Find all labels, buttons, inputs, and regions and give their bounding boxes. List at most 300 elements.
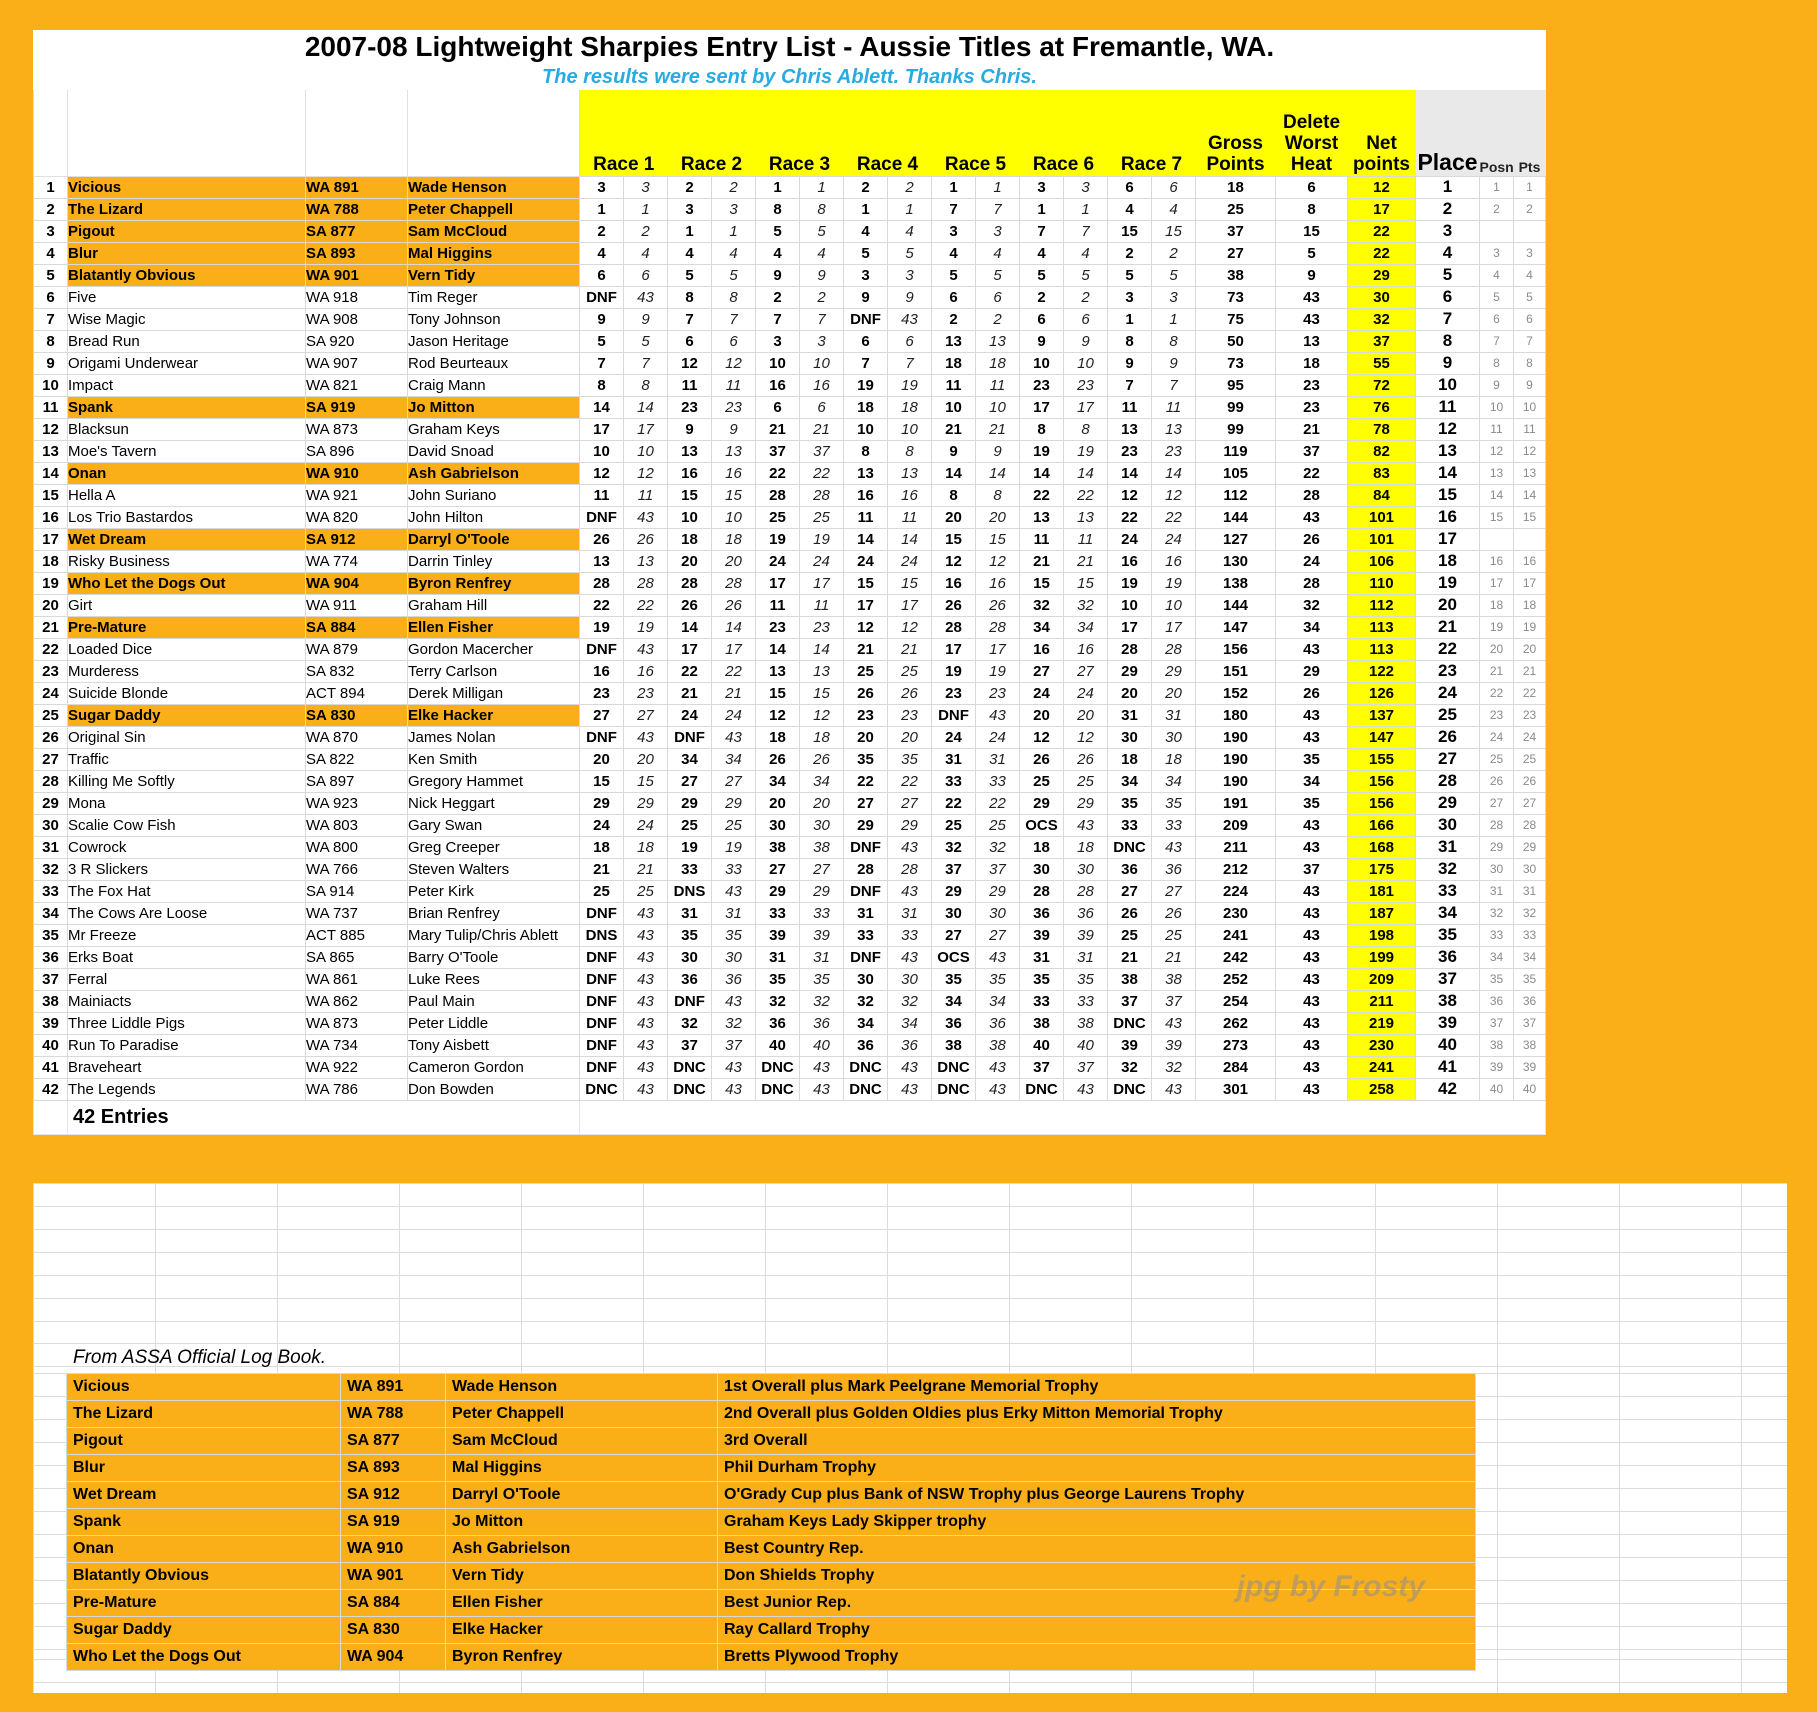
race-5-points-cell: 37 — [976, 858, 1020, 880]
race-2-points-cell: 37 — [712, 1034, 756, 1056]
boat-name-cell: Murderess — [68, 660, 306, 682]
sail-number-cell: WA 820 — [306, 506, 408, 528]
race-5-points-cell: 35 — [976, 968, 1020, 990]
entry-row — [34, 770, 1546, 792]
entry-number-cell: 41 — [34, 1056, 68, 1078]
place-cell: 15 — [1416, 484, 1480, 506]
race-4-points-cell: 10 — [888, 418, 932, 440]
race-1-points-cell: 43 — [624, 638, 668, 660]
gross-points-cell: 212 — [1196, 858, 1276, 880]
race-4-result-cell: 19 — [844, 374, 888, 396]
race-3-result-cell: 23 — [756, 616, 800, 638]
race-1-points-cell: 16 — [624, 660, 668, 682]
race-7-result-cell: 12 — [1108, 484, 1152, 506]
race-6-points-cell: 34 — [1064, 616, 1108, 638]
race-2-points-cell: 3 — [712, 198, 756, 220]
entry-number-cell: 10 — [34, 374, 68, 396]
race-5-result-cell: 32 — [932, 836, 976, 858]
delete-worst-cell: 9 — [1276, 264, 1348, 286]
race-6-result-cell: 18 — [1020, 836, 1064, 858]
race-5-points-cell: 28 — [976, 616, 1020, 638]
race-4-result-cell: 22 — [844, 770, 888, 792]
race-3-result-cell: 15 — [756, 682, 800, 704]
race-2-result-cell: 1 — [668, 220, 712, 242]
race-1-points-cell: 21 — [624, 858, 668, 880]
race-6-points-cell: 38 — [1064, 1012, 1108, 1034]
delete-worst-cell: 37 — [1276, 440, 1348, 462]
posn-cell: 15 — [1480, 506, 1514, 528]
race-6-result-cell: 22 — [1020, 484, 1064, 506]
pts-cell: 39 — [1514, 1056, 1546, 1078]
race-4-points-cell: 6 — [888, 330, 932, 352]
gross-points-cell: 18 — [1196, 176, 1276, 198]
race-4-result-cell: 9 — [844, 286, 888, 308]
delete-worst-cell: 35 — [1276, 748, 1348, 770]
race-6-result-cell: 34 — [1020, 616, 1064, 638]
race-2-points-cell: 26 — [712, 594, 756, 616]
race-1-result-cell: DNF — [580, 286, 624, 308]
race-3-points-cell: 14 — [800, 638, 844, 660]
race-4-points-cell: 34 — [888, 1012, 932, 1034]
race-7-result-cell: 16 — [1108, 550, 1152, 572]
trophy-award-cell: Best Country Rep. — [718, 1535, 1476, 1562]
sail-number-cell: ACT 885 — [306, 924, 408, 946]
race-2-result-cell: 33 — [668, 858, 712, 880]
race-2-points-cell: 22 — [712, 660, 756, 682]
race-4-result-cell: DNF — [844, 946, 888, 968]
net-points-cell: 156 — [1348, 792, 1416, 814]
race-2-result-cell: DNF — [668, 990, 712, 1012]
race-5-result-cell: 20 — [932, 506, 976, 528]
net-points-cell: 181 — [1348, 880, 1416, 902]
race-6-points-cell: 28 — [1064, 880, 1108, 902]
entry-row — [34, 902, 1546, 924]
pts-cell: 4 — [1514, 264, 1546, 286]
race-2-points-cell: 23 — [712, 396, 756, 418]
boat-name-cell: Ferral — [68, 968, 306, 990]
skipper-name-cell: Gordon Macercher — [408, 638, 580, 660]
gross-points-cell: 273 — [1196, 1034, 1276, 1056]
gross-points-cell: 191 — [1196, 792, 1276, 814]
sail-number-cell: SA 920 — [306, 330, 408, 352]
pts-cell: 3 — [1514, 242, 1546, 264]
race-1-points-cell: 43 — [624, 990, 668, 1012]
skipper-name-cell: John Hilton — [408, 506, 580, 528]
race-7-points-cell: 43 — [1152, 1012, 1196, 1034]
entry-number-cell: 40 — [34, 1034, 68, 1056]
race-6-result-cell: 40 — [1020, 1034, 1064, 1056]
race-4-result-cell: 29 — [844, 814, 888, 836]
entry-row — [34, 286, 1546, 308]
race-5-points-cell: 36 — [976, 1012, 1020, 1034]
race-2-result-cell: 6 — [668, 330, 712, 352]
place-cell: 25 — [1416, 704, 1480, 726]
pts-cell: 26 — [1514, 770, 1546, 792]
race-3-points-cell: 6 — [800, 396, 844, 418]
race-4-result-cell: 15 — [844, 572, 888, 594]
race-1-points-cell: 12 — [624, 462, 668, 484]
race-5-result-cell: 4 — [932, 242, 976, 264]
entry-row — [34, 418, 1546, 440]
pts-cell: 31 — [1514, 880, 1546, 902]
race-3-result-cell: 3 — [756, 330, 800, 352]
pts-cell: 29 — [1514, 836, 1546, 858]
place-cell: 3 — [1416, 220, 1480, 242]
posn-cell: 18 — [1480, 594, 1514, 616]
race-3-result-cell: 11 — [756, 594, 800, 616]
race-6-points-cell: 16 — [1064, 638, 1108, 660]
race-7-result-cell: 36 — [1108, 858, 1152, 880]
race-2-points-cell: 1 — [712, 220, 756, 242]
race-5-points-cell: 4 — [976, 242, 1020, 264]
entry-row — [34, 616, 1546, 638]
race-5-points-cell: 12 — [976, 550, 1020, 572]
race-1-result-cell: DNF — [580, 726, 624, 748]
race-1-points-cell: 22 — [624, 594, 668, 616]
race-3-points-cell: 37 — [800, 440, 844, 462]
race-4-result-cell: 10 — [844, 418, 888, 440]
gross-points-cell: 190 — [1196, 748, 1276, 770]
pts-cell: 25 — [1514, 748, 1546, 770]
posn-cell: 38 — [1480, 1034, 1514, 1056]
race-6-points-cell: 15 — [1064, 572, 1108, 594]
delete-worst-cell: 21 — [1276, 418, 1348, 440]
race-3-points-cell: 8 — [800, 198, 844, 220]
race-5-points-cell: 24 — [976, 726, 1020, 748]
boat-name-cell: Scalie Cow Fish — [68, 814, 306, 836]
race-6-points-cell: 2 — [1064, 286, 1108, 308]
race-5-result-cell: 38 — [932, 1034, 976, 1056]
trophy-sail-cell: WA 788 — [341, 1400, 446, 1427]
race-3-points-cell: 16 — [800, 374, 844, 396]
race-4-points-cell: 22 — [888, 770, 932, 792]
place-cell: 12 — [1416, 418, 1480, 440]
posn-cell: 10 — [1480, 396, 1514, 418]
sail-number-cell: ACT 894 — [306, 682, 408, 704]
race-3-points-cell: 43 — [800, 1078, 844, 1100]
race-3-result-cell: 22 — [756, 462, 800, 484]
race-1-result-cell: 29 — [580, 792, 624, 814]
place-cell: 38 — [1416, 990, 1480, 1012]
race-6-result-cell: 38 — [1020, 1012, 1064, 1034]
race-5-result-cell: 14 — [932, 462, 976, 484]
skipper-name-cell: Wade Henson — [408, 176, 580, 198]
entry-row — [34, 506, 1546, 528]
entry-row — [34, 528, 1546, 550]
race-7-points-cell: 25 — [1152, 924, 1196, 946]
race-1-result-cell: 21 — [580, 858, 624, 880]
race-1-points-cell: 43 — [624, 1078, 668, 1100]
skipper-name-cell: Luke Rees — [408, 968, 580, 990]
race-5-points-cell: 16 — [976, 572, 1020, 594]
race-4-points-cell: 2 — [888, 176, 932, 198]
race-2-result-cell: 5 — [668, 264, 712, 286]
race-2-points-cell: 28 — [712, 572, 756, 594]
trophy-boat-cell: Onan — [67, 1535, 341, 1562]
boat-name-cell: Pigout — [68, 220, 306, 242]
skipper-name-cell: Mary Tulip/Chris Ablett — [408, 924, 580, 946]
race-6-result-cell: 2 — [1020, 286, 1064, 308]
race-7-result-cell: 26 — [1108, 902, 1152, 924]
watermark: jpg by Frosty — [1236, 1569, 1425, 1603]
race-2-points-cell: 31 — [712, 902, 756, 924]
race-6-points-cell: 43 — [1064, 814, 1108, 836]
entry-row — [34, 1012, 1546, 1034]
race-2-points-cell: 14 — [712, 616, 756, 638]
race-3-result-cell: 18 — [756, 726, 800, 748]
posn-cell — [1480, 220, 1514, 242]
race-2-points-cell: 4 — [712, 242, 756, 264]
race-2-points-cell: 30 — [712, 946, 756, 968]
entry-number-cell: 37 — [34, 968, 68, 990]
skipper-name-cell: Paul Main — [408, 990, 580, 1012]
entry-number-cell: 31 — [34, 836, 68, 858]
pts-cell: 10 — [1514, 396, 1546, 418]
entry-number-cell: 32 — [34, 858, 68, 880]
place-cell: 21 — [1416, 616, 1480, 638]
race-4-result-cell: 14 — [844, 528, 888, 550]
race-5-result-cell: 11 — [932, 374, 976, 396]
gross-points-cell: 147 — [1196, 616, 1276, 638]
trophy-award-cell: O'Grady Cup plus Bank of NSW Trophy plus George Laurens Trophy — [718, 1481, 1476, 1508]
entry-number-cell: 17 — [34, 528, 68, 550]
race-7-points-cell: 23 — [1152, 440, 1196, 462]
gross-points-cell: 252 — [1196, 968, 1276, 990]
race-7-result-cell: 17 — [1108, 616, 1152, 638]
separator-band — [33, 1135, 1787, 1183]
race-7-result-cell: 34 — [1108, 770, 1152, 792]
race-3-points-cell: 22 — [800, 462, 844, 484]
boat-name-cell: Bread Run — [68, 330, 306, 352]
race-4-result-cell: 33 — [844, 924, 888, 946]
race-5-result-cell: DNF — [932, 704, 976, 726]
sail-number-cell: WA 904 — [306, 572, 408, 594]
entry-number-cell: 11 — [34, 396, 68, 418]
race-7-points-cell: 43 — [1152, 836, 1196, 858]
race-7-points-cell: 35 — [1152, 792, 1196, 814]
boat-name-cell: Mona — [68, 792, 306, 814]
race-2-points-cell: 15 — [712, 484, 756, 506]
race-2-result-cell: 7 — [668, 308, 712, 330]
race-4-points-cell: 5 — [888, 242, 932, 264]
gross-points-cell: 112 — [1196, 484, 1276, 506]
delete-worst-cell: 5 — [1276, 242, 1348, 264]
race-1-points-cell: 43 — [624, 286, 668, 308]
delete-worst-cell: 22 — [1276, 462, 1348, 484]
trophy-boat-cell: Blur — [67, 1454, 341, 1481]
entry-number-cell: 4 — [34, 242, 68, 264]
race-2-points-cell: 7 — [712, 308, 756, 330]
net-points-cell: 32 — [1348, 308, 1416, 330]
entry-row — [34, 682, 1546, 704]
delete-worst-cell: 43 — [1276, 726, 1348, 748]
race-6-result-cell: 39 — [1020, 924, 1064, 946]
skipper-name-cell: Greg Creeper — [408, 836, 580, 858]
race-6-result-cell: 24 — [1020, 682, 1064, 704]
entry-row — [34, 396, 1546, 418]
race-3-result-cell: 38 — [756, 836, 800, 858]
race-6-points-cell: 29 — [1064, 792, 1108, 814]
race-4-result-cell: 23 — [844, 704, 888, 726]
place-cell: 34 — [1416, 902, 1480, 924]
race-3-result-cell: 27 — [756, 858, 800, 880]
race-2-result-cell: 10 — [668, 506, 712, 528]
race-4-points-cell: 43 — [888, 880, 932, 902]
race-3-result-cell: 4 — [756, 242, 800, 264]
race-2-points-cell: 11 — [712, 374, 756, 396]
race-2-result-cell: 17 — [668, 638, 712, 660]
race-7-result-cell: 8 — [1108, 330, 1152, 352]
skipper-name-cell: Derek Milligan — [408, 682, 580, 704]
race-3-points-cell: 25 — [800, 506, 844, 528]
race-1-result-cell: 10 — [580, 440, 624, 462]
entry-row — [34, 176, 1546, 198]
race-2-result-cell: 24 — [668, 704, 712, 726]
entry-number-cell: 5 — [34, 264, 68, 286]
entry-number-cell: 1 — [34, 176, 68, 198]
delete-worst-cell: 8 — [1276, 198, 1348, 220]
net-points-cell: 209 — [1348, 968, 1416, 990]
net-points-cell: 78 — [1348, 418, 1416, 440]
race-5-points-cell: 27 — [976, 924, 1020, 946]
boat-name-cell: The Cows Are Loose — [68, 902, 306, 924]
net-points-cell: 147 — [1348, 726, 1416, 748]
pts-cell: 27 — [1514, 792, 1546, 814]
boat-name-cell: Killing Me Softly — [68, 770, 306, 792]
pts-cell: 11 — [1514, 418, 1546, 440]
entry-number-cell: 7 — [34, 308, 68, 330]
entry-row — [34, 748, 1546, 770]
race-3-points-cell: 32 — [800, 990, 844, 1012]
race-3-points-cell: 11 — [800, 594, 844, 616]
sail-number-cell: WA 918 — [306, 286, 408, 308]
gross-points-cell: 209 — [1196, 814, 1276, 836]
race-5-points-cell: 14 — [976, 462, 1020, 484]
race-7-result-cell: 9 — [1108, 352, 1152, 374]
race-4-result-cell: 4 — [844, 220, 888, 242]
place-cell: 24 — [1416, 682, 1480, 704]
boat-name-cell: Blacksun — [68, 418, 306, 440]
net-points-cell: 84 — [1348, 484, 1416, 506]
race-3-result-cell: 6 — [756, 396, 800, 418]
race-7-points-cell: 36 — [1152, 858, 1196, 880]
posn-cell: 6 — [1480, 308, 1514, 330]
place-cell: 9 — [1416, 352, 1480, 374]
entry-number-cell: 13 — [34, 440, 68, 462]
race-1-points-cell: 29 — [624, 792, 668, 814]
sail-number-cell: SA 919 — [306, 396, 408, 418]
race-7-points-cell: 13 — [1152, 418, 1196, 440]
pts-cell: 16 — [1514, 550, 1546, 572]
race-4-result-cell: 5 — [844, 242, 888, 264]
race-1-result-cell: DNF — [580, 1012, 624, 1034]
boat-name-cell: Loaded Dice — [68, 638, 306, 660]
race-6-points-cell: 32 — [1064, 594, 1108, 616]
race-3-points-cell: 39 — [800, 924, 844, 946]
entry-row — [34, 990, 1546, 1012]
race-1-result-cell: DNC — [580, 1078, 624, 1100]
delete-worst-cell: 29 — [1276, 660, 1348, 682]
net-points-cell: 230 — [1348, 1034, 1416, 1056]
race-7-result-cell: 28 — [1108, 638, 1152, 660]
race-5-points-cell: 38 — [976, 1034, 1020, 1056]
boat-name-cell: The Lizard — [68, 198, 306, 220]
gross-points-cell: 25 — [1196, 198, 1276, 220]
race-5-points-cell: 11 — [976, 374, 1020, 396]
place-cell: 37 — [1416, 968, 1480, 990]
gross-points-cell: 127 — [1196, 528, 1276, 550]
race-2-header: Race 2 — [668, 90, 756, 176]
delete-worst-cell: 43 — [1276, 286, 1348, 308]
race-2-result-cell: 16 — [668, 462, 712, 484]
posn-cell: 26 — [1480, 770, 1514, 792]
race-1-points-cell: 43 — [624, 1056, 668, 1078]
race-4-result-cell: 12 — [844, 616, 888, 638]
race-4-points-cell: 36 — [888, 1034, 932, 1056]
sail-number-cell: WA 873 — [306, 418, 408, 440]
race-5-result-cell: 28 — [932, 616, 976, 638]
race-5-points-cell: 5 — [976, 264, 1020, 286]
race-2-points-cell: 43 — [712, 1078, 756, 1100]
pts-cell: 9 — [1514, 374, 1546, 396]
race-4-result-cell: 36 — [844, 1034, 888, 1056]
gross-points-cell: 180 — [1196, 704, 1276, 726]
boat-name-cell: Five — [68, 286, 306, 308]
race-3-result-cell: 32 — [756, 990, 800, 1012]
entry-number-cell: 9 — [34, 352, 68, 374]
log-note: From ASSA Official Log Book. — [73, 1346, 327, 1368]
boat-name-cell: Traffic — [68, 748, 306, 770]
race-5-points-cell: 43 — [976, 704, 1020, 726]
pts-cell: 36 — [1514, 990, 1546, 1012]
race-6-points-cell: 22 — [1064, 484, 1108, 506]
boat-name-cell: Spank — [68, 396, 306, 418]
race-4-points-cell: 20 — [888, 726, 932, 748]
race-7-result-cell: 23 — [1108, 440, 1152, 462]
entry-number-cell: 27 — [34, 748, 68, 770]
pts-cell: 20 — [1514, 638, 1546, 660]
race-4-result-cell: 30 — [844, 968, 888, 990]
race-7-result-cell: 25 — [1108, 924, 1152, 946]
sail-number-cell: WA 911 — [306, 594, 408, 616]
posn-cell: 33 — [1480, 924, 1514, 946]
trophy-row — [67, 1481, 1476, 1508]
boat-name-cell: Erks Boat — [68, 946, 306, 968]
trophy-award-cell: Best Junior Rep. — [718, 1589, 1476, 1616]
race-2-result-cell: 31 — [668, 902, 712, 924]
race-7-result-cell: 2 — [1108, 242, 1152, 264]
trophy-sail-cell: WA 901 — [341, 1562, 446, 1589]
race-4-points-cell: 32 — [888, 990, 932, 1012]
race-6-points-cell: 4 — [1064, 242, 1108, 264]
trophy-skipper-cell: Mal Higgins — [446, 1454, 718, 1481]
gross-points-cell: 190 — [1196, 770, 1276, 792]
sail-number-cell: WA 861 — [306, 968, 408, 990]
gross-points-cell: 262 — [1196, 1012, 1276, 1034]
race-4-result-cell: 26 — [844, 682, 888, 704]
race-1-result-cell: 15 — [580, 770, 624, 792]
race-4-result-cell: 7 — [844, 352, 888, 374]
pts-cell: 7 — [1514, 330, 1546, 352]
race-6-points-cell: 20 — [1064, 704, 1108, 726]
race-3-points-cell: 23 — [800, 616, 844, 638]
entry-number-cell: 38 — [34, 990, 68, 1012]
posn-cell: 36 — [1480, 990, 1514, 1012]
race-7-points-cell: 27 — [1152, 880, 1196, 902]
race-2-points-cell: 20 — [712, 550, 756, 572]
race-7-result-cell: 19 — [1108, 572, 1152, 594]
race-7-points-cell: 24 — [1152, 528, 1196, 550]
